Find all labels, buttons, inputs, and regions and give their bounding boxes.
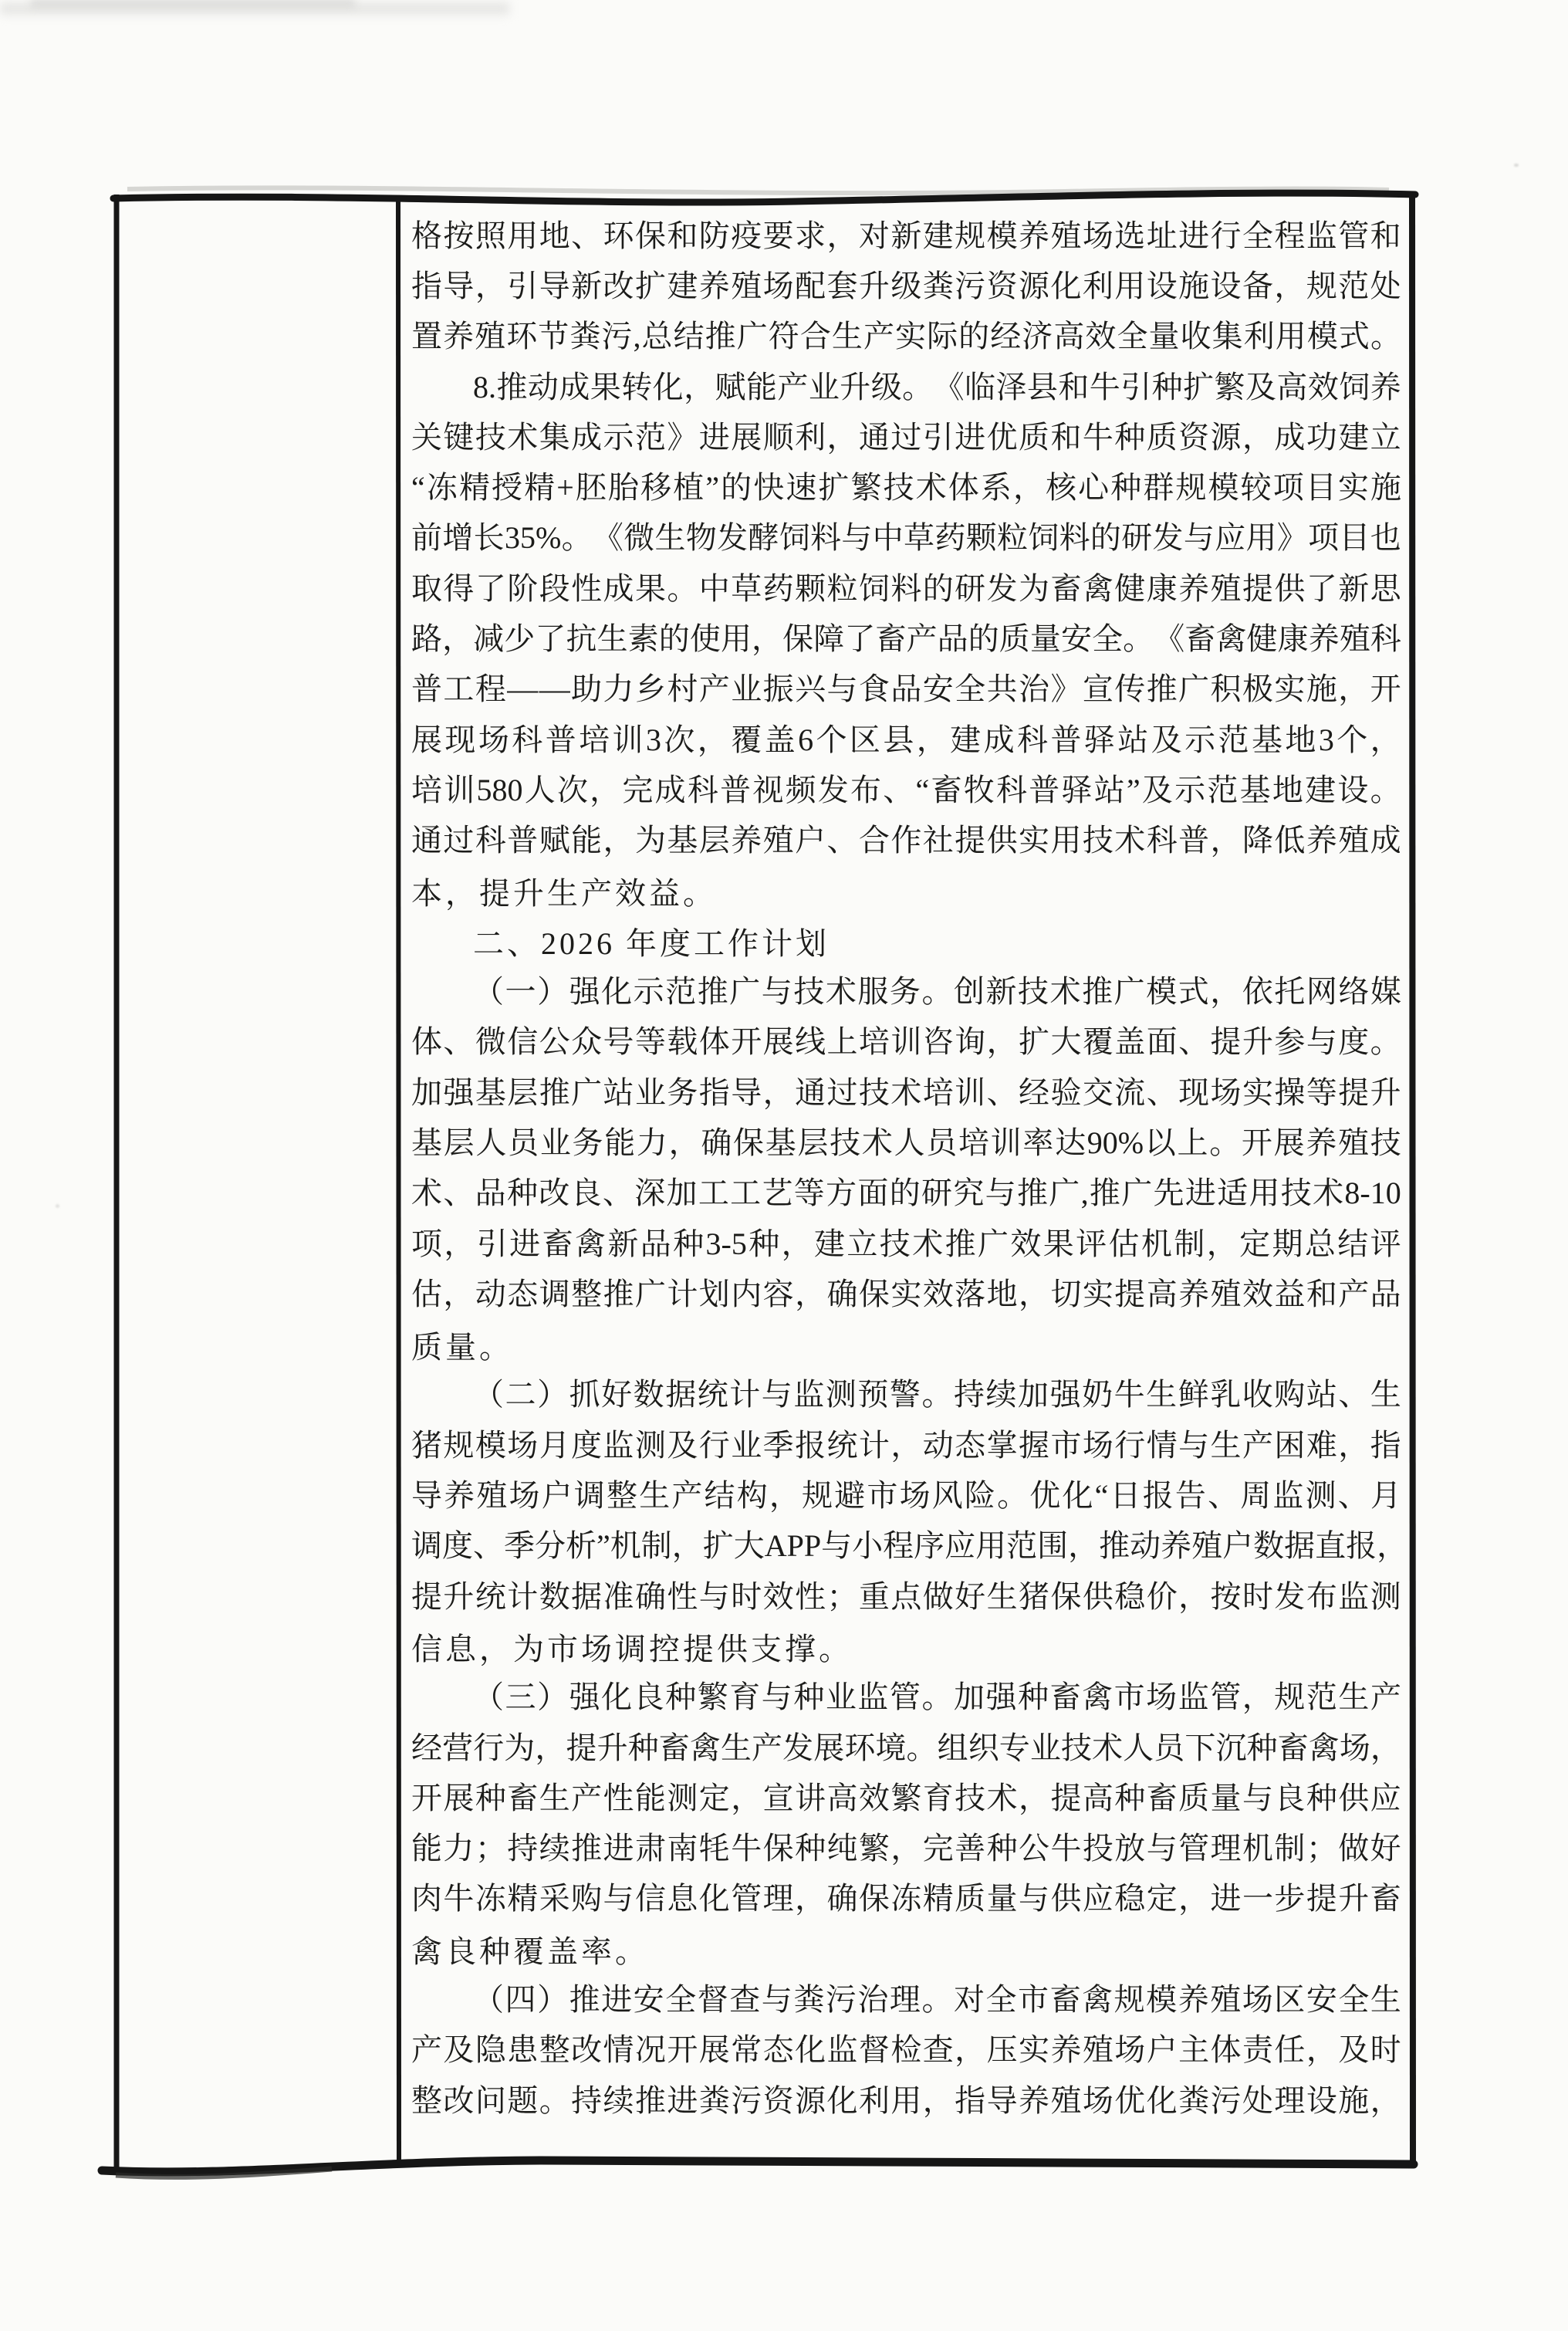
- text-line: 猪 规 模 场 月 度 监 测 及 行 业 季 报 统 计 ， 动 态 掌 握 市 场 行 情 与 生 产 困 难 ， 指: [411, 1427, 1401, 1463]
- text-line: 二、2026 年度工作计划: [473, 926, 830, 962]
- text-line: 加 强 基 层 推 广 站 业 务 指 导 ， 通 过 技 术 培 训 、 经 验 交 流 、 现 场 实 操 等 提 升: [411, 1074, 1401, 1110]
- text-line: （ 二 ） 抓 好 数 据 统 计 与 监 测 预 警 。 持 续 加 强 奶 牛 生 鲜 乳 收 购 站 、 生: [473, 1377, 1401, 1412]
- text-line: 项 ， 引 进 畜 禽 新 品 种 3-5 种 ， 建 立 技 术 推 广 效 果 评 估 机 制 ， 定 期 总 结 评: [411, 1226, 1401, 1261]
- text-line: 格 按 照 用 地 、 环 保 和 防 疫 要 求 ， 对 新 建 规 模 养 殖 场 选 址 进 行 全 程 监 管 和: [411, 218, 1401, 253]
- text-line: 能 力 ； 持 续 推 进 肃 南 牦 牛 保 种 纯 繁 ， 完 善 种 公 牛 投 放 与 管 理 机 制 ； 做 好: [411, 1831, 1401, 1866]
- text-line: 肉 牛 冻 精 采 购 与 信 息 化 管 理 ， 确 保 冻 精 质 量 与 供 应 稳 定 ， 进 一 步 提 升 畜: [411, 1881, 1401, 1917]
- text-line: 本，提升生产效益。: [411, 876, 717, 911]
- text-line: 通 过 科 普 赋 能 ， 为 基 层 养 殖 户 、 合 作 社 提 供 实 用 技 术 科 普 ， 降 低 养 殖 成: [411, 823, 1401, 858]
- table-column-divider: [398, 196, 399, 2166]
- text-line: 8. 推 动 成 果 转 化 ， 赋 能 产 业 升 级 。 《 临 泽 县 和 牛 引 种 扩 繁 及 高 效 饲 养: [473, 369, 1401, 404]
- text-line: 展 现 场 科 普 培 训 3 次 ， 覆 盖 6 个 区 县 ， 建 成 科 普 驿 站 及 示 范 基 地 3 个 ，: [411, 722, 1401, 757]
- text-line: 前 增 长 35% 。 《 微 生 物 发 酵 饲 料 与 中 草 药 颗 粒 饲 料 的 研 发 与 应 用 》 项 目 也: [411, 520, 1401, 556]
- content-column: [411, 211, 1408, 2126]
- text-line: 术 、 品 种 改 良 、 深 加 工 工 艺 等 方 面 的 研 究 与 推 广 , 推 广 先 进 适 用 技 术 8-10: [411, 1176, 1401, 1211]
- text-line: （ 四 ） 推 进 安 全 督 查 与 粪 污 治 理 。 对 全 市 畜 禽 规 模 养 殖 场 区 安 全 生: [473, 1982, 1401, 2018]
- table-right-border: [1412, 191, 1413, 2166]
- text-line: 提 升 统 计 数 据 准 确 性 与 时 效 性 ； 重 点 做 好 生 猪 保 供 稳 价 ， 按 时 发 布 监 测: [411, 1578, 1401, 1614]
- table-left-cell: [122, 199, 394, 2166]
- text-line: 调 度 、 季 分 析 ” 机 制 ， 扩 大 APP 与 小 程 序 应 用 范 围 ， 推 动 养 殖 户 数 据 直 报 ，: [411, 1528, 1408, 1564]
- text-line: 指 导 ， 引 导 新 改 扩 建 养 殖 场 配 套 升 级 粪 污 资 源 化 利 用 设 施 设 备 ， 规 范 处: [411, 268, 1401, 303]
- text-line: （ 一 ） 强 化 示 范 推 广 与 技 术 服 务 。 创 新 技 术 推 广 模 式 ， 依 托 网 络 媒: [473, 974, 1401, 1010]
- text-line: “ 冻 精 授 精 + 胚 胎 移 植 ” 的 快 速 扩 繁 技 术 体 系 ， 核 心 种 群 规 模 较 项 目 实 施: [411, 470, 1401, 506]
- text-line: 培 训 580 人 次 ， 完 成 科 普 视 频 发 布 、 “ 畜 牧 科 普 驿 站 ” 及 示 范 基 地 建 设 。: [411, 772, 1401, 807]
- text-line: 路 ， 减 少 了 抗 生 素 的 使 用 ， 保 障 了 畜 产 品 的 质 量 安 全 。 《 畜 禽 健 康 养 殖 科: [411, 621, 1401, 657]
- text-line: 取 得 了 阶 段 性 成 果 。 中 草 药 颗 粒 饲 料 的 研 发 为 畜 禽 健 康 养 殖 提 供 了 新 思: [411, 570, 1401, 606]
- text-line: 质量。: [411, 1329, 513, 1365]
- text-line: 信息，为市场调控提供支撑。: [411, 1632, 853, 1667]
- text-line: （ 三 ） 强 化 良 种 繁 育 与 种 业 监 管 。 加 强 种 畜 禽 市 场 监 管 ， 规 范 生 产: [473, 1680, 1401, 1715]
- text-line: 体 、 微 信 公 众 号 等 载 体 开 展 线 上 培 训 咨 询 ， 扩 大 覆 盖 面 、 提 升 参 与 度 。: [411, 1024, 1401, 1060]
- text-line: 导 养 殖 场 户 调 整 生 产 结 构 ， 规 避 市 场 风 险 。 优 化 “ 日 报 告 、 周 监 测 、 月: [411, 1478, 1401, 1514]
- text-line: 普 工 程 — — 助 力 乡 村 产 业 振 兴 与 食 品 安 全 共 治 》 宣 传 推 广 积 极 实 施 ， 开: [411, 672, 1401, 707]
- text-line: 产 及 隐 患 整 改 情 况 开 展 常 态 化 监 督 检 查 ， 压 实 养 殖 场 户 主 体 责 任 ， 及 时: [411, 2032, 1401, 2068]
- text-line: 开 展 种 畜 生 产 性 能 测 定 ， 宣 讲 高 效 繁 育 技 术 ， 提 高 种 畜 质 量 与 良 种 供 应: [411, 1780, 1401, 1815]
- text-line: 关 键 技 术 集 成 示 范 》 进 展 顺 利 ， 通 过 引 进 优 质 和 牛 种 质 资 源 ， 成 功 建 立: [411, 419, 1401, 455]
- text-line: 估 ， 动 态 调 整 推 广 计 划 内 容 ， 确 保 实 效 落 地 ， 切 实 提 高 养 殖 效 益 和 产 品: [411, 1276, 1401, 1311]
- text-line: 经 营 行 为 ， 提 升 种 畜 禽 生 产 发 展 环 境 。 组 织 专 业 技 术 人 员 下 沉 种 畜 禽 场 ，: [411, 1730, 1401, 1765]
- text-line: 整 改 问 题 。 持 续 推 进 粪 污 资 源 化 利 用 ， 指 导 养 殖 场 优 化 粪 污 处 理 设 施 ，: [411, 2082, 1401, 2118]
- text-line: 置 养 殖 环 节 粪 污 , 总 结 推 广 符 合 生 产 实 际 的 经 济 高 效 全 量 收 集 利 用 模 式 。: [411, 319, 1401, 354]
- text-line: 禽良种覆盖率。: [411, 1934, 649, 1970]
- text-line: 基 层 人 员 业 务 能 力 ， 确 保 基 层 技 术 人 员 培 训 率 达 90% 以 上 。 开 展 养 殖 技: [411, 1125, 1401, 1160]
